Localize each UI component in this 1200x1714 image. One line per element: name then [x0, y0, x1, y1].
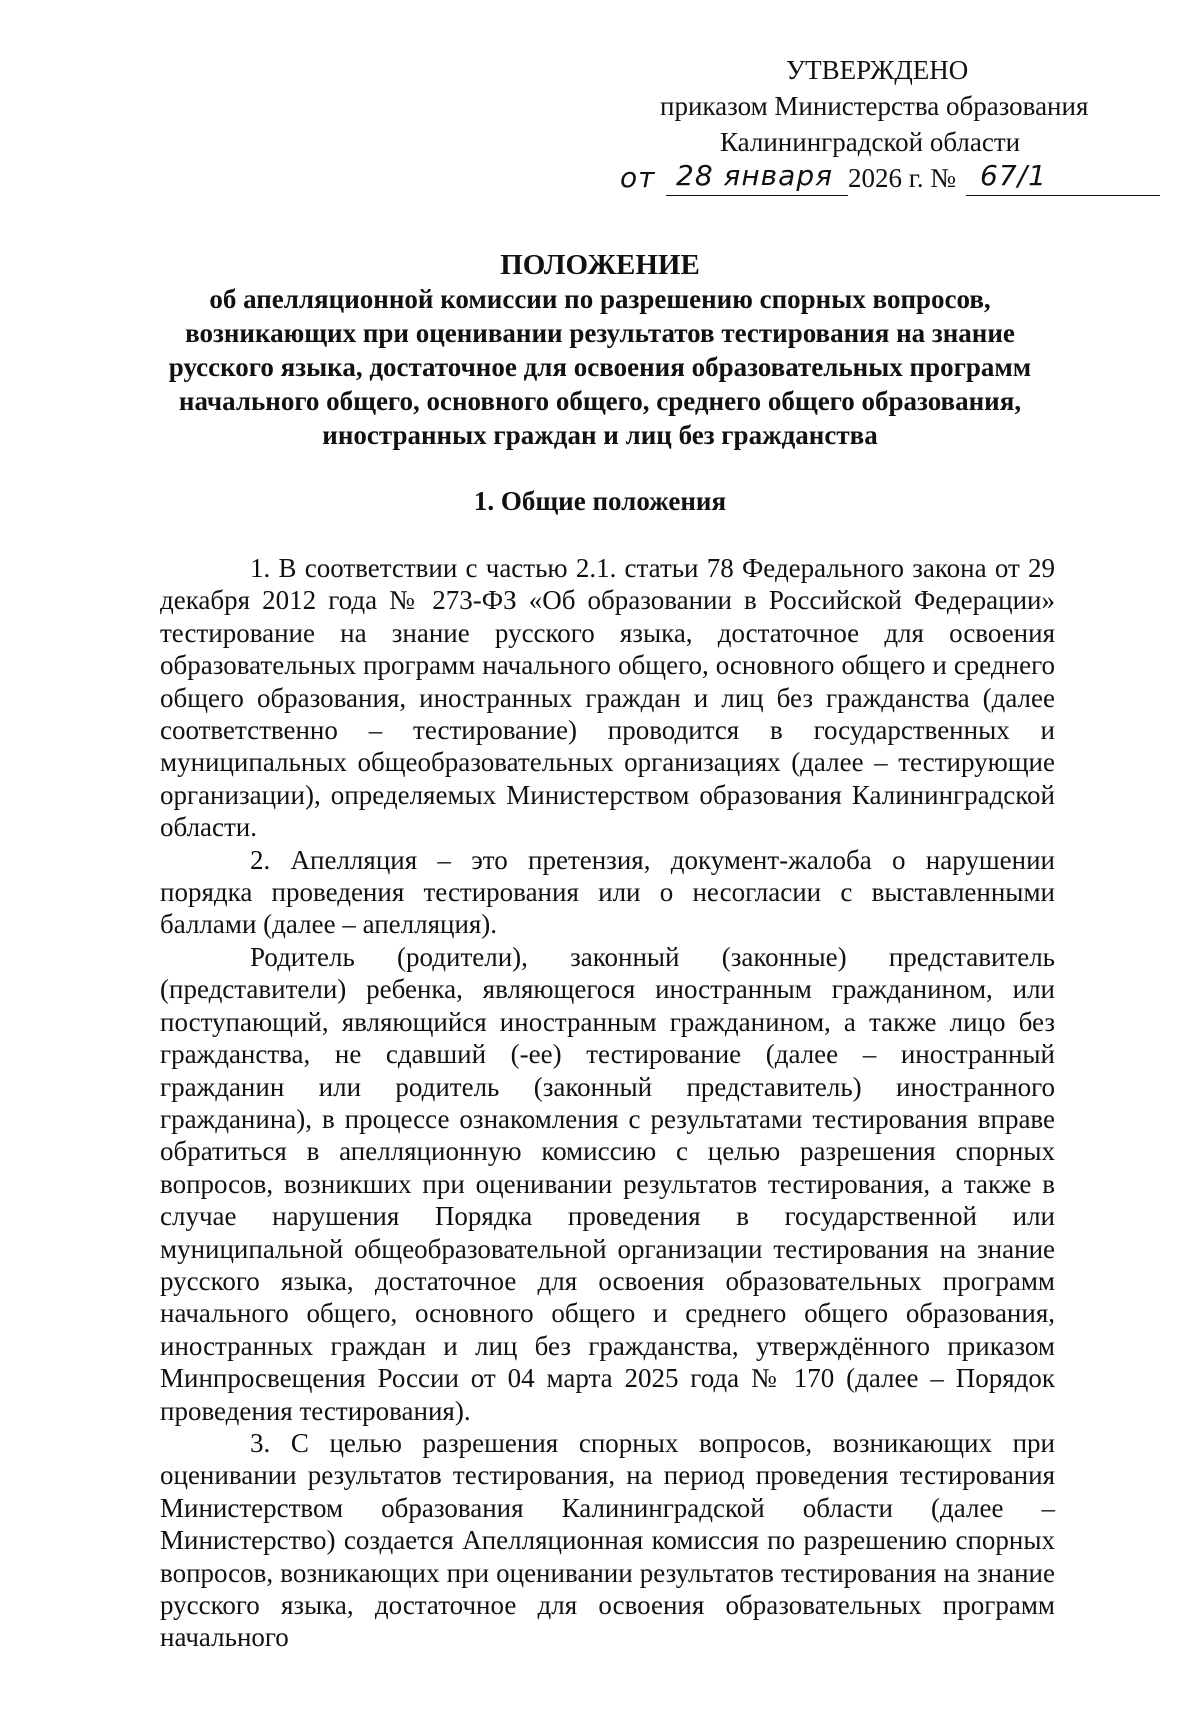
paragraph: 1. В соответствии с частью 2.1. статьи 78 Федерального закона от 29 декабря 2012 года № 273-ФЗ «Об образовании в Российской Федерации» тестирование на знание русского языка, достаточное для освоения образовательных программ начального общего, основного общего и среднего общего образования, иностранных граждан и лиц без гражданства (далее соответственно – тестирование) проводится в государственных и муниципальных общеобразовательных организациях (далее – тестирующие организации), определяемых Министерством образования Калининградской области. — [160, 553, 1055, 843]
year-number-label: 2026 г. № — [848, 163, 957, 193]
approval-order-line: приказом Министерства образования — [660, 91, 1089, 121]
number-underline — [966, 195, 1160, 196]
title-heading: ПОЛОЖЕНИЕ — [500, 249, 700, 281]
handwritten-of-prefix: от — [620, 161, 656, 194]
handwritten-date: 28 января — [676, 159, 833, 192]
date-underline — [666, 195, 848, 196]
approved-label: УТВЕРЖДЕНО — [786, 55, 969, 85]
order-number-field — [966, 160, 1160, 198]
title-line: об апелляционной комиссии по разрешению спорных вопросов, — [209, 284, 991, 314]
handwritten-order-number: 67/1 — [980, 159, 1047, 192]
title-line: начального общего, основного общего, среднего общего образования, — [178, 386, 1022, 416]
approval-date-number-line — [620, 160, 1160, 200]
date-field — [666, 160, 848, 198]
title-line: русского языка, достаточное для освоения образовательных программ — [168, 352, 1032, 382]
title-line: возникающих при оценивании результатов тестирования на знание — [185, 318, 1015, 348]
document-title — [150, 248, 1050, 452]
paragraph: 3. С целью разрешения спорных вопросов, возникающих при оценивании результатов тестирования, на период проведения тестирования Министерством образования Калининградской области (далее – Министерство) создается Апелляционная комиссия по разрешению спорных вопросов, возникающих при оценивании результатов тестирования на знание русского языка, достаточное для освоения образовательных программ начального — [160, 1427, 1055, 1653]
title-line: иностранных граждан и лиц без гражданства — [322, 420, 878, 450]
paragraph: Родитель (родители), законный (законные) представитель (представители) ребенка, являющегося иностранным гражданином, или поступающий, являющийся иностранным гражданином, а также лицо без гражданства, не сдавший (-ее) тестирование (далее – иностранный гражданин или родитель (законный представитель) иностранного гражданина), в процессе ознакомления с результатами тестирования вправе обратиться в апелляционную комиссию с целью разрешения спорных вопросов, возникших при оценивании результатов тестирования, а также в случае нарушения Порядка проведения в государственной или муниципальной общеобразовательной организации тестирования на знание русского языка, достаточное для освоения образовательных программ начального общего, основного общего и среднего общего образования, иностранных граждан и лиц без гражданства, утверждённого приказом Минпросвещения России от 04 марта 2025 года № 170 (далее – Порядок проведения тестирования). — [160, 941, 1055, 1426]
approval-region-line: Калининградской области — [720, 127, 1021, 157]
section-heading: 1. Общие положения — [473, 486, 727, 516]
paragraph: 2. Апелляция – это претензия, документ-жалоба о нарушении порядка проведения тестирования или о несогласии с выставленными баллами (далее – апелляция). — [160, 844, 1055, 940]
document-body — [160, 552, 1055, 1654]
